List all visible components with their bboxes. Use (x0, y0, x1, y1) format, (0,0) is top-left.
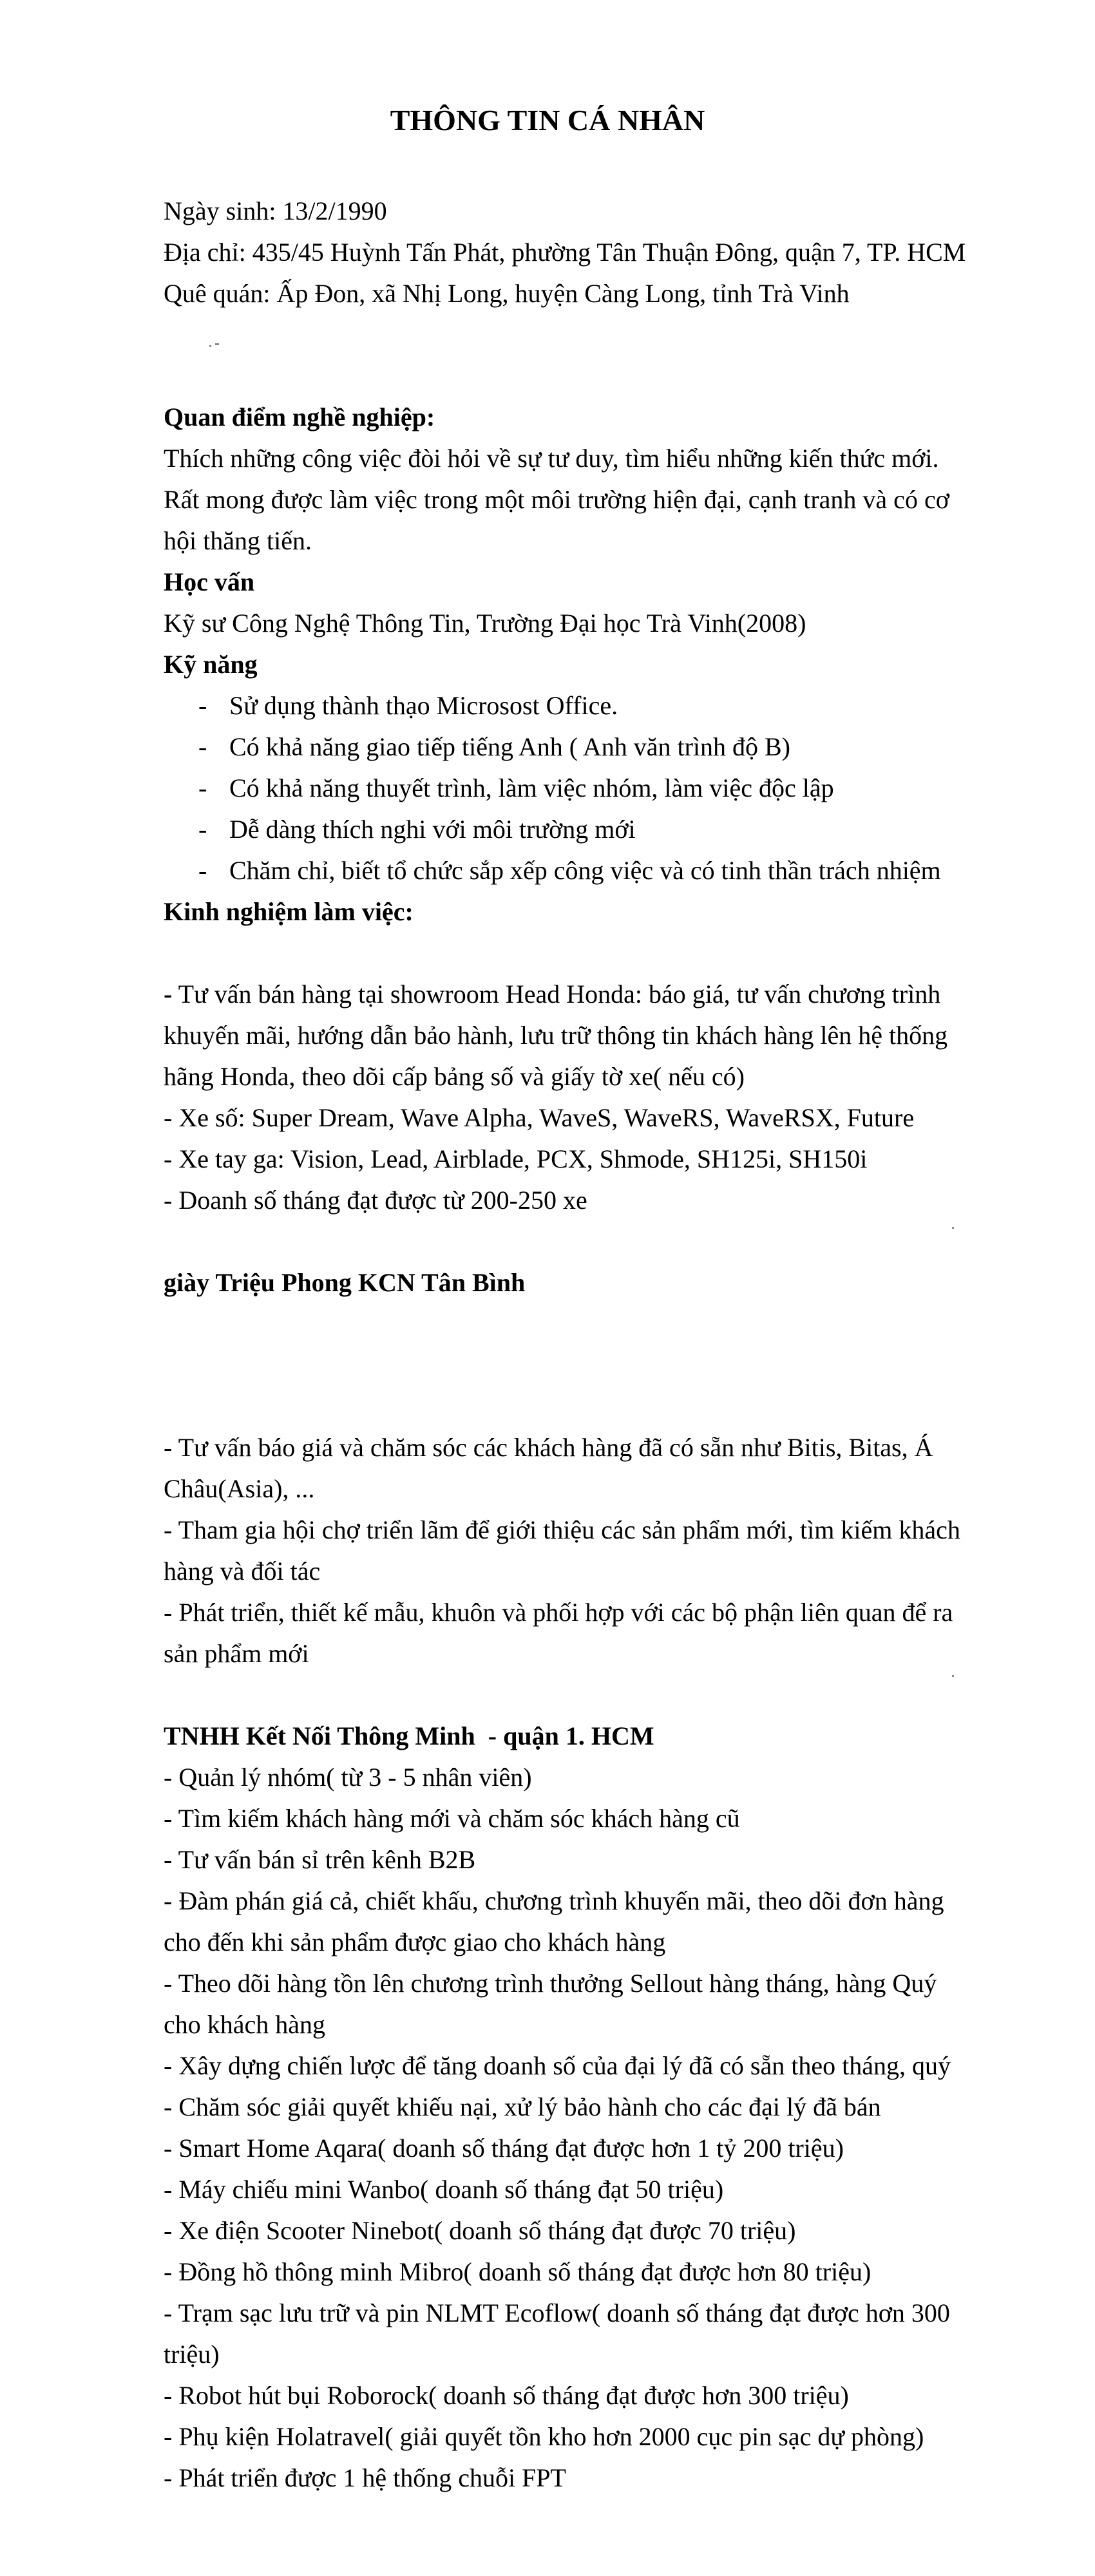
job2-line: - Tham gia hội chợ triển lãm để giới thiệu các sản phẩm mới, tìm kiếm khách (164, 1515, 960, 1544)
spacer (164, 314, 956, 397)
job3-line: - Đồng hồ thông minh Mibro( doanh số tháng đạt được hơn 80 triệu) (164, 2257, 871, 2286)
job3-line: - Chăm sóc giải quyết khiếu nại, xử lý bảo hành cho các đại lý đã bán (164, 2092, 881, 2121)
job3-line: triệu) (164, 2340, 220, 2369)
job3-line: - Phát triển được 1 hệ thống chuỗi FPT (164, 2463, 566, 2492)
spacer (164, 1674, 956, 1716)
job3-line: - Máy chiếu mini Wanbo( doanh số tháng đạt 50 triệu) (164, 2175, 724, 2204)
skill-item: - Sử dụng thành thạo Microsost Office. (164, 685, 956, 726)
job2-line: - Tư vấn báo giá và chăm sóc các khách hàng đã có sẵn như Bitis, Bitas, Á (164, 1433, 933, 1462)
spacer (164, 1386, 956, 1427)
career-line: Thích những công việc đòi hỏi về sự tư duy, tìm hiểu những kiến thức mới. (164, 444, 939, 473)
job1-line: - Xe tay ga: Vision, Lead, Airblade, PCX, Shmode, SH125i, SH150i (164, 1144, 868, 1173)
job3-line: cho đến khi sản phẩm được giao cho khách hàng (164, 1927, 666, 1956)
job3-line: - Xe điện Scooter Ninebot( doanh số tháng đạt được 70 triệu) (164, 2216, 796, 2245)
job3-line: - Trạm sạc lưu trữ và pin NLMT Ecoflow( doanh số tháng đạt được hơn 300 (164, 2298, 950, 2327)
job3-line: - Tư vấn bán sỉ trên kênh B2B (164, 1845, 476, 1874)
job3-line: - Theo dõi hàng tồn lên chương trình thưởng Sellout hàng tháng, hàng Quý (164, 1969, 937, 1998)
job1-line: - Doanh số tháng đạt được từ 200-250 xe (164, 1186, 587, 1215)
skill-item: - Dễ dàng thích nghi với môi trường mới (164, 809, 956, 850)
job2-line: sản phẩm mới (164, 1639, 309, 1668)
spacer (164, 1221, 956, 1262)
address-line: Địa chỉ: 435/45 Huỳnh Tấn Phát, phường Tân Thuận Đông, quận 7, TP. HCM (164, 238, 966, 267)
job2-heading: giày Triệu Phong KCN Tân Bình (164, 1268, 526, 1297)
career-line: Rất mong được làm việc trong một môi trường hiện đại, cạnh tranh và có cơ (164, 485, 949, 514)
career-line: hội thăng tiến. (164, 526, 312, 555)
job1-line: - Xe số: Super Dream, Wave Alpha, WaveS, WaveRS, WaveRSX, Future (164, 1103, 915, 1132)
job3-line: - Phụ kiện Holatravel( giải quyết tồn kho hơn 2000 cục pin sạc dự phòng) (164, 2422, 924, 2451)
career-heading: Quan điểm nghề nghiệp: (164, 402, 435, 431)
hometown-line: Quê quán: Ấp Đon, xã Nhị Long, huyện Càng Long, tỉnh Trà Vinh (164, 279, 850, 308)
dob-line: Ngày sinh: 13/2/1990 (164, 196, 387, 225)
skill-item: - Có khả năng thuyết trình, làm việc nhóm, làm việc độc lập (164, 768, 956, 809)
job2-line: hàng và đối tác (164, 1557, 321, 1586)
job1-line: hãng Honda, theo dõi cấp bảng số và giấy tờ xe( nếu có) (164, 1062, 745, 1091)
page-title: THÔNG TIN CÁ NHÂN (390, 104, 705, 137)
job3-line: - Smart Home Aqara( doanh số tháng đạt được hơn 1 tỷ 200 triệu) (164, 2134, 844, 2163)
education-text: Kỹ sư Công Nghệ Thông Tin, Trường Đại học Trà Vinh(2008) (164, 609, 806, 638)
job3-line: cho khách hàng (164, 2010, 326, 2039)
skill-item: - Chăm chỉ, biết tổ chức sắp xếp công việc và có tinh thần trách nhiệm (164, 850, 956, 891)
job3-heading: TNHH Kết Nối Thông Minh - quận 1. HCM (164, 1721, 654, 1750)
job3-line: - Xây dựng chiến lược để tăng doanh số của đại lý đã có sẵn theo tháng, quý (164, 2051, 951, 2080)
job3-line: - Quản lý nhóm( từ 3 - 5 nhân viên) (164, 1763, 532, 1792)
job2-line: - Phát triển, thiết kế mẫu, khuôn và phối hợp với các bộ phận liên quan để ra (164, 1598, 953, 1627)
education-heading: Học vấn (164, 567, 255, 596)
job3-line: - Đàm phán giá cả, chiết khấu, chương trình khuyến mãi, theo dõi đơn hàng (164, 1886, 944, 1915)
experience-heading: Kinh nghiệm làm việc: (164, 897, 414, 926)
skill-item: - Có khả năng giao tiếp tiếng Anh ( Anh văn trình độ B) (164, 726, 956, 768)
skills-heading: Kỹ năng (164, 650, 258, 679)
job3-line: - Robot hút bụi Roborock( doanh số tháng đạt được hơn 300 triệu) (164, 2381, 849, 2410)
job3-line: - Tìm kiếm khách hàng mới và chăm sóc khách hàng cũ (164, 1804, 740, 1833)
spacer (164, 933, 956, 974)
skills-list (164, 685, 956, 891)
job2-line: Châu(Asia), ... (164, 1474, 315, 1503)
job1-line: - Tư vấn bán hàng tại showroom Head Honda: báo giá, tư vấn chương trình (164, 980, 941, 1009)
job1-line-text: Tư vấn bán hàng tại showroom Head Honda: báo giá, tư vấn chương trình (172, 980, 941, 1009)
spacer (164, 1303, 956, 1386)
document-body (164, 191, 966, 2499)
job1-line: khuyến mãi, hướng dẫn bảo hành, lưu trữ thông tin khách hàng lên hệ thống (164, 1021, 948, 1050)
